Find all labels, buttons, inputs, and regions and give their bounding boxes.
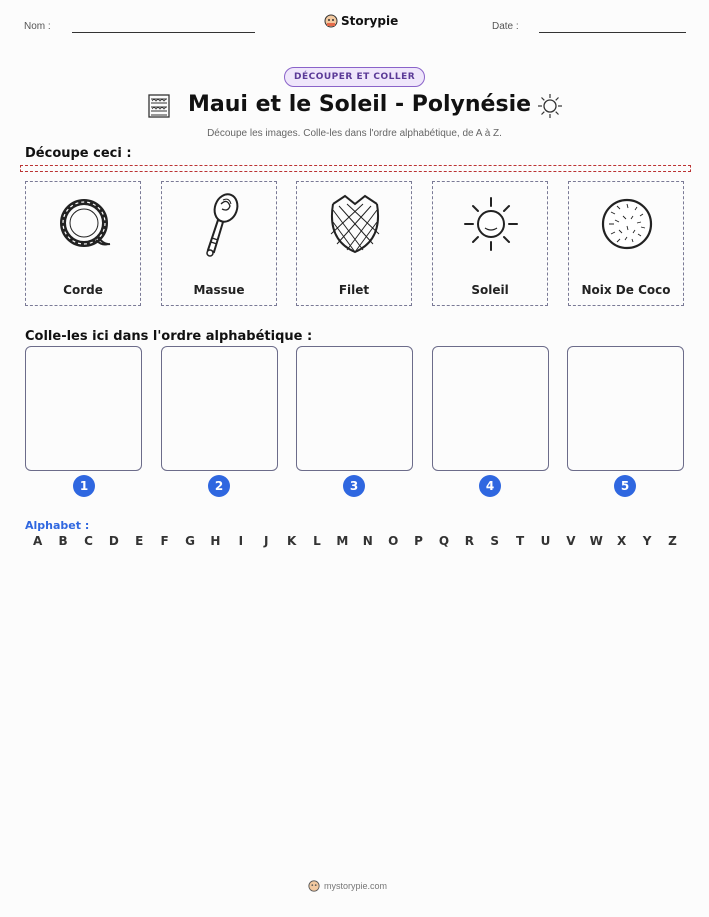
slot-number-badge: 2	[208, 475, 230, 497]
rope-icon	[54, 190, 114, 260]
instructions: Découpe les images. Colle-les dans l'ordre alphabétique, de A à Z.	[207, 128, 502, 139]
net-icon	[325, 190, 385, 260]
name-field[interactable]	[72, 32, 255, 33]
paste-heading: Colle-les ici dans l'ordre alphabétique :	[25, 329, 313, 344]
alphabet-letter: V	[566, 534, 576, 548]
slot-number-badge: 1	[73, 475, 95, 497]
paste-slot-3[interactable]	[296, 346, 413, 471]
alphabet-letter: C	[84, 534, 93, 548]
activity-badge: DÉCOUPER ET COLLER	[284, 67, 425, 87]
alphabet-letter: O	[388, 534, 399, 548]
alphabet-letter: F	[160, 534, 169, 548]
page-title: Maui et le Soleil - Polynésie	[188, 92, 532, 117]
cut-card-rope[interactable]	[25, 181, 141, 306]
brand-logo	[324, 14, 398, 28]
alphabet-letter: J	[263, 534, 269, 548]
alphabet-letter: K	[286, 534, 297, 548]
alphabet-letter: N	[362, 534, 373, 548]
date-label: Date :	[492, 21, 519, 32]
alphabet-letter: T	[516, 534, 525, 548]
alphabet-letter: U	[540, 534, 551, 548]
cut-card-coconut[interactable]	[568, 181, 684, 306]
cut-line	[20, 165, 691, 172]
storypie-mascot-icon	[308, 880, 320, 892]
cut-card-label: Corde	[63, 283, 103, 297]
sun-icon	[461, 190, 521, 260]
storypie-mascot-icon	[324, 14, 338, 28]
slot-number-badge: 3	[343, 475, 365, 497]
cut-card-sun[interactable]	[432, 181, 548, 306]
alphabet-letter: E	[135, 534, 144, 548]
cut-card-label: Massue	[193, 283, 245, 297]
alphabet-letter: W	[589, 534, 603, 548]
alphabet-letter: M	[336, 534, 349, 548]
coconut-icon	[597, 190, 657, 260]
alphabet-letter: L	[313, 534, 321, 548]
cut-card-label: Noix De Coco	[581, 283, 671, 297]
paste-slot-4[interactable]	[432, 346, 549, 471]
cut-card-club[interactable]	[161, 181, 277, 306]
cut-card-label: Filet	[338, 283, 370, 297]
alphabet-letter: I	[238, 534, 244, 548]
alphabet-letter: G	[185, 534, 195, 548]
cut-card-net[interactable]	[296, 181, 412, 306]
alphabet-letter: Q	[438, 534, 450, 548]
alphabet-letter: R	[464, 534, 474, 548]
footer-url[interactable]: mystorypie.com	[324, 881, 388, 891]
paste-slot-1[interactable]	[25, 346, 142, 471]
footer	[308, 880, 387, 892]
alphabet-letter: X	[617, 534, 627, 548]
alphabet-letter: S	[490, 534, 500, 548]
alphabet-letter: P	[414, 534, 423, 548]
date-field[interactable]	[539, 32, 686, 33]
alphabet-letter: D	[108, 534, 119, 548]
alphabet-heading: Alphabet :	[25, 519, 90, 532]
cut-heading: Découpe ceci :	[25, 146, 132, 161]
tiki-pattern-icon	[148, 94, 170, 118]
paste-slot-5[interactable]	[567, 346, 684, 471]
brand-name: Storypie	[341, 14, 399, 28]
slot-number-badge: 5	[614, 475, 636, 497]
slot-number-badge: 4	[479, 475, 501, 497]
name-label: Nom :	[24, 21, 51, 32]
alphabet-letter: A	[33, 534, 43, 548]
alphabet-letter: B	[58, 534, 68, 548]
paste-slot-2[interactable]	[161, 346, 278, 471]
cut-card-label: Soleil	[471, 283, 509, 297]
alphabet-letter: Y	[642, 534, 652, 548]
sun-decoration-icon	[537, 93, 563, 119]
club-icon	[190, 190, 250, 260]
alphabet-row	[25, 534, 685, 548]
alphabet-letter: H	[210, 534, 221, 548]
alphabet-letter: Z	[668, 534, 677, 548]
